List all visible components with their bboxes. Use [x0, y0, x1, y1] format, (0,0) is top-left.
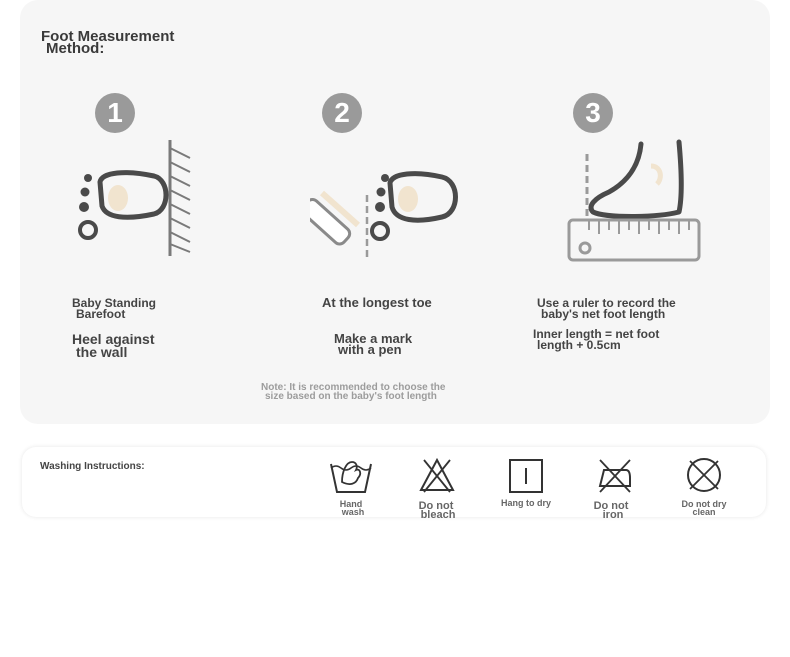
step-3-caption-2-line-2: length + 0.5cm — [537, 338, 621, 352]
hang-dry-icon — [508, 458, 544, 494]
step-3-caption-line-1: Use a ruler to record the — [537, 296, 676, 310]
no-dry-clean-label-line-1: Do not dry — [681, 499, 727, 509]
no-bleach-label-line-2: bleach — [420, 509, 456, 521]
hand-wash-label-line-1: Hand — [339, 499, 363, 509]
no-iron-label — [588, 502, 634, 520]
hang-dry-label-line-1: Hang to dry — [500, 498, 551, 508]
step-2-caption-line-1: At the longest toe — [322, 295, 432, 310]
no-iron-label-line-1: Do not — [593, 500, 629, 512]
no-dry-clean-label — [676, 500, 732, 516]
step-2-caption-2-line-2: with a pen — [338, 342, 402, 357]
step-3-caption-2 — [533, 329, 659, 351]
no-bleach-icon — [418, 456, 456, 494]
hand-wash-label-line-2: wash — [341, 507, 365, 517]
size-note — [261, 383, 445, 401]
step-3-caption — [537, 298, 676, 320]
step-2-badge: 2 — [322, 93, 362, 133]
washing-title: Washing Instructions: — [40, 461, 145, 472]
step-3-caption-2-line-1: Inner length = net foot — [533, 327, 660, 341]
step-3-caption-line-2: baby's net foot length — [541, 307, 666, 321]
no-dry-clean-label-line-2: clean — [692, 507, 716, 517]
no-bleach-label — [410, 502, 462, 520]
step-1-caption-2-line-2: the wall — [76, 344, 128, 360]
note-line-2: size based on the baby's foot length — [265, 391, 437, 402]
hang-dry-label — [498, 499, 554, 507]
foot-on-ruler-icon — [565, 138, 705, 266]
step-3-badge: 3 — [573, 93, 613, 133]
step-1-caption-line-1: Baby Standing — [72, 296, 157, 310]
pen-marking-foot-icon — [310, 165, 465, 265]
no-bleach-label-line-1: Do not — [418, 500, 454, 512]
no-iron-label-line-2: iron — [602, 509, 624, 521]
step-1-caption-2 — [72, 333, 154, 359]
step-1-badge: 1 — [95, 93, 135, 133]
step-2-caption-2 — [334, 333, 412, 355]
title-line-2: Method: — [46, 40, 105, 57]
note-line-1: Note: It is recommended to choose the — [261, 382, 446, 393]
step-2-caption — [322, 297, 432, 308]
no-iron-icon — [596, 456, 634, 494]
title-line-1: Foot Measurement — [41, 28, 175, 45]
step-2-caption-2-line-1: Make a mark — [334, 331, 413, 346]
no-dry-clean-icon — [685, 456, 723, 494]
step-1-caption — [72, 298, 156, 320]
hand-wash-icon — [328, 456, 374, 496]
foot-against-wall-icon — [74, 138, 196, 260]
washing-panel — [22, 447, 766, 517]
step-1-caption-2-line-1: Heel against — [72, 331, 155, 347]
hand-wash-label — [336, 500, 366, 516]
page-title — [41, 28, 211, 57]
step-1-caption-line-2: Barefoot — [76, 307, 126, 321]
